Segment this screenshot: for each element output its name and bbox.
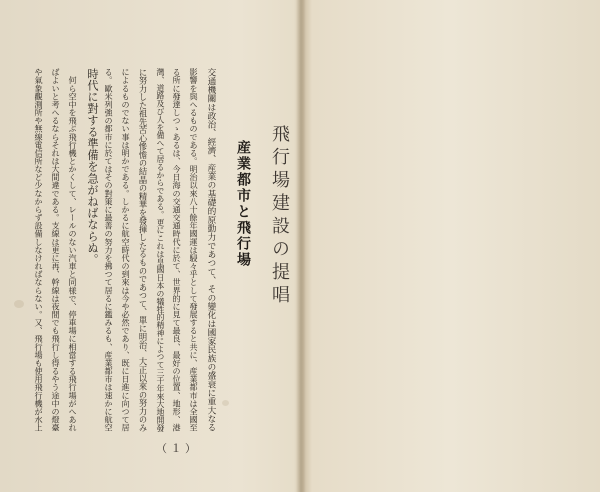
blank-right-page [303,0,600,492]
body-line: る。歐米列強の都市に於てはその對策に最善の努力を拂つて居るに鑑みるも、産業都市は速かに航空 [104,68,114,432]
paper-stain [222,400,229,406]
body-line: ばよいと考へるならそれは大間違である。支線は更に再、幹線は夜間でも飛行し得るやう途中の燈臺 [51,68,61,432]
paper-stain [14,300,24,308]
body-line: 影響を與へるものである。明治以來八十餘年國運は駸々乎として發展すると共に、産業都市は全國至 [189,68,199,432]
body-line: 交通機關は政治、經濟、産業の基礎的原動力であつて、その變化は國家民族の盛衰に重大なる [206,68,216,432]
page-number: （ １ ） [156,442,196,455]
body-line: 時代に對する準備を急がねばならぬ。 [86,68,99,266]
body-line: によるものでない事は明かである。しかるに航空時代の到來は今や必然であり、既に日進に向つて居 [121,68,131,432]
body-line: 何ら空中を飛ぶ飛行機とかくして、レールのない汽車と同様で、停車場に相當する飛行場がへあれ [68,68,78,432]
body-line: に努力した祖先苦心慘憺の結晶の精華を發揮したるものであつて、單に明治、大正以來の努力のみ [138,68,148,432]
body-line: る所に發達しつゝあるは、今日海の交通交通時代に於て、世界的に見て最良、最好の位置、地形、港 [172,68,182,432]
body-line: 灣、道路及び人を備へて居るからである。更にこれは皇國日本の犠牲的精神によつて三千年來大地開發 [156,68,165,432]
section-heading: 産業都市と飛行場 [235,140,251,268]
body-line: や氣象觀測所や無線電信所など少なからず設備しなければならない。又、飛行場も使用飛行機が水上 [34,68,44,432]
article-title: 飛行場建設の提唱 [269,124,290,308]
